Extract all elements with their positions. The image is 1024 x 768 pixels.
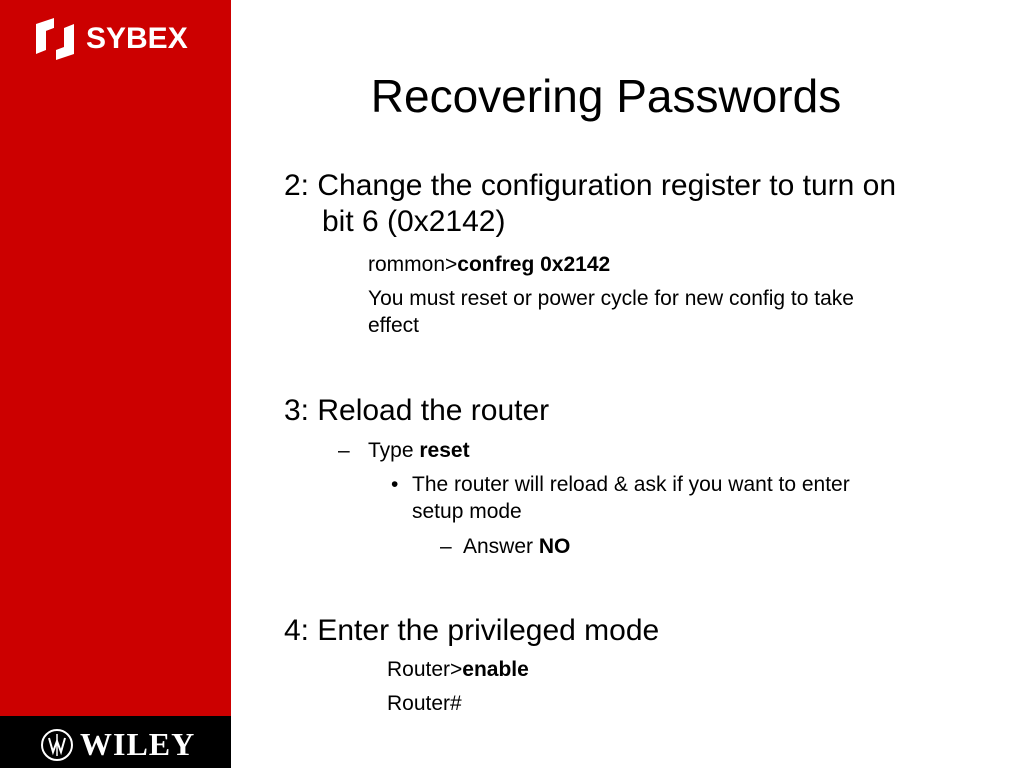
sidebar-band [0, 0, 231, 768]
step3-bullet-line2: setup mode [412, 500, 522, 523]
dot-bullet: • [391, 473, 399, 496]
step2-note-line1: You must reset or power cycle for new config to take [368, 287, 854, 310]
command-prompt: rommon> [368, 253, 458, 276]
step2-note-line2: effect [368, 314, 419, 337]
enable-command: enable [462, 658, 529, 681]
slide-title: Recovering Passwords [370, 70, 842, 122]
type-label: Type [368, 439, 420, 462]
step3-bullet-line1: The router will reload & ask if you want to enter [412, 473, 850, 496]
dash-bullet: – [338, 439, 350, 462]
answer-label: Answer [463, 535, 539, 558]
step4-heading: 4: Enter the privileged mode [284, 614, 660, 647]
wiley-wordmark: WILEY [80, 726, 196, 762]
reset-command: reset [419, 439, 470, 462]
answer-value: NO [538, 535, 571, 558]
wiley-footer-bar [0, 716, 231, 768]
sybex-emblem-icon [32, 16, 78, 62]
sybex-wordmark: SYBEX [86, 22, 188, 55]
step4-command [387, 656, 529, 683]
step2-heading-line1: 2: Change the configuration register to turn on [284, 169, 897, 202]
answer-dash-bullet: – [440, 535, 452, 558]
wiley-emblem-icon [40, 728, 74, 762]
step3-heading: 3: Reload the router [284, 394, 550, 427]
command-text: confreg 0x2142 [457, 253, 611, 276]
step3-answer-item [463, 533, 570, 560]
sybex-logo [32, 16, 188, 62]
wiley-logo [40, 726, 195, 763]
router-privileged-prompt: Router# [387, 692, 462, 715]
router-prompt: Router> [387, 658, 463, 681]
step2-command [368, 251, 610, 278]
step3-type-item [368, 437, 470, 464]
step2-heading-line2: bit 6 (0x2142) [322, 205, 506, 238]
